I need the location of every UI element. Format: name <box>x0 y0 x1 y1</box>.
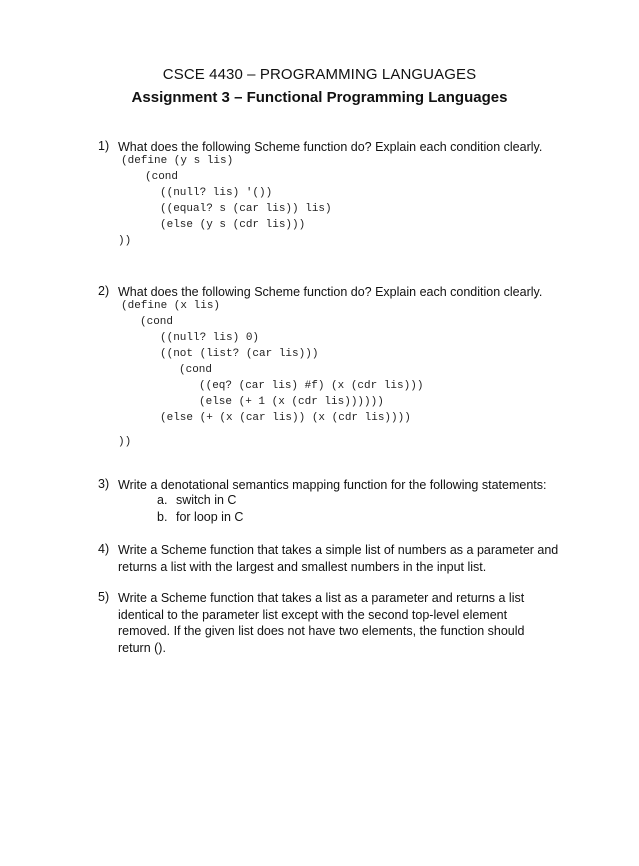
subitem-marker: b. <box>157 510 168 524</box>
assignment-title: Assignment 3 – Functional Programming Languages <box>131 89 508 106</box>
question-5-text: Write a Scheme function that takes a list as a parameter and returns a list identical to the parameter list except with the second top-level element removed. If the given list does not have two elements, the function should return (). <box>118 591 525 655</box>
code-line: )) <box>118 235 132 247</box>
question-1-number: 1) <box>98 139 110 153</box>
code-line: (cond <box>145 171 179 183</box>
subitem-text: switch in C <box>176 493 237 507</box>
code-line: ((equal? s (car lis)) lis) <box>160 203 332 215</box>
course-title: CSCE 4430 – PROGRAMMING LANGUAGES <box>162 66 477 83</box>
code-line: (else (y s (cdr lis))) <box>160 219 306 231</box>
code-line: ((null? lis) 0) <box>160 332 260 344</box>
subitem-text: for loop in C <box>176 510 244 524</box>
code-line: )) <box>118 436 132 448</box>
question-3-text: Write a denotational semantics mapping function for the following statements: <box>118 478 547 492</box>
code-line: ((null? lis) '()) <box>160 187 273 199</box>
question-2-number: 2) <box>98 284 110 298</box>
question-2-text: What does the following Scheme function do? Explain each condition clearly. <box>118 285 543 299</box>
code-line: (else (+ 1 (x (cdr lis)))))) <box>199 396 384 408</box>
question-4-number: 4) <box>98 542 110 556</box>
code-line: (else (+ (x (car lis)) (x (cdr lis)))) <box>160 412 411 424</box>
subitem-marker: a. <box>157 493 168 507</box>
question-1-text: What does the following Scheme function do? Explain each condition clearly. <box>118 140 543 154</box>
question-5-number: 5) <box>98 590 110 604</box>
question-4-text: Write a Scheme function that takes a simple list of numbers as a parameter and returns a list with the largest and smallest numbers in the input list. <box>118 543 559 574</box>
code-line: ((not (list? (car lis))) <box>160 348 319 360</box>
code-line: (cond <box>140 316 174 328</box>
code-line: (cond <box>179 364 213 376</box>
code-line: (define (x lis) <box>121 300 221 312</box>
question-3-number: 3) <box>98 477 110 491</box>
code-line: ((eq? (car lis) #f) (x (cdr lis))) <box>199 380 424 392</box>
code-line: (define (y s lis) <box>121 155 234 167</box>
